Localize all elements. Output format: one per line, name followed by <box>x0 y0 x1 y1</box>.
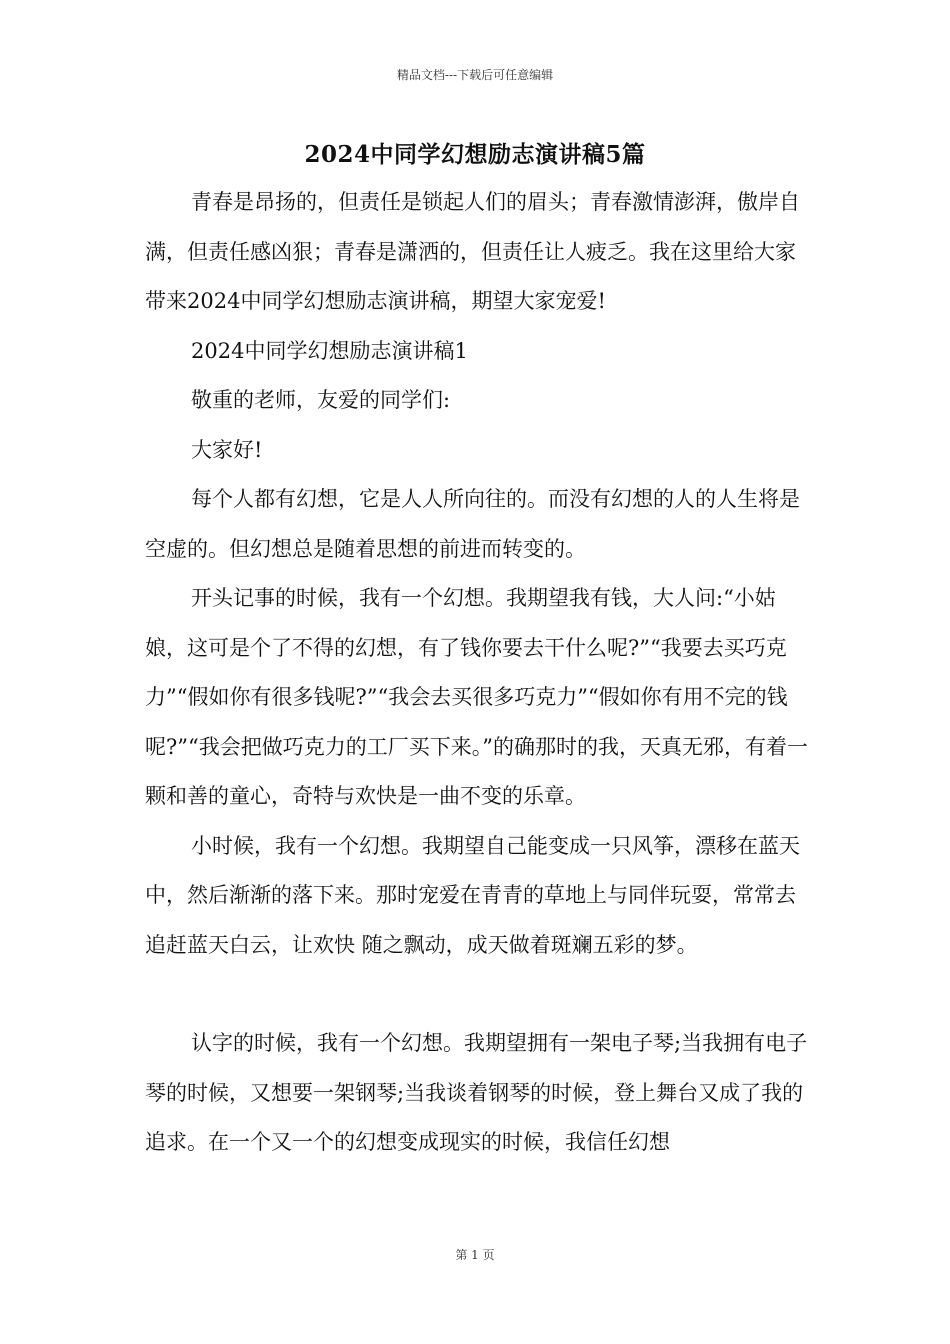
document-title: 2024中同学幻想励志演讲稿5篇 <box>304 141 646 168</box>
greeting: 大家好! <box>191 437 263 462</box>
body-paragraph: 每个人都有幻想，它是人人所向往的。而没有幻想的人的人生将是空虚的。但幻想总是随着思想的前进而转变的。 <box>145 487 800 561</box>
body-paragraph: 小时候，我有一个幻想。我期望自己能变成一只风筝，漂移在蓝天中，然后渐渐的落下来。那时宠爱在青青的草地上与同伴玩耍，常常去追赶蓝天白云，让欢快 随之飘动，成天做着斑斓五彩的梦。 <box>145 833 800 957</box>
intro-paragraph: 青春是昂扬的，但责任是锁起人们的眉头；青春激情澎湃，傲岸自满，但责任感凶狠；青春是潇洒的，但责任让人疲乏。我在这里给大家带来2024中同学幻想励志演讲稿，期望大家宠爱! <box>145 190 800 313</box>
page-number: 第 1 页 <box>455 1248 495 1262</box>
body-paragraph: 认字的时候，我有一个幻想。我期望拥有一架电子琴;当我拥有电子琴的时候，又想要一架钢琴;当我谈着钢琴的时候，登上舞台又成了我的追求。在一个又一个的幻想变成现实的时候，我信任幻想 <box>145 1031 808 1154</box>
page-header: 精品文档---下载后可任意编辑 <box>396 68 554 82</box>
speech-heading: 2024中同学幻想励志演讲稿1 <box>191 338 468 363</box>
salutation: 敬重的老师，友爱的同学们: <box>191 388 451 412</box>
document-body <box>145 178 811 1168</box>
body-paragraph: 开头记事的时候，我有一个幻想。我期望我有钱，大人问:“小姑娘，这可是个了不得的幻想，有了钱你要去干什么呢?”“我要去买巧克力”“假如你有很多钱呢?”“我会去买很多巧克力”“假如你有用不完的钱呢?”“我会把做巧克力的工厂买下来。”的确那时的我，天真无邪，有着一颗和善的童心，奇特与欢快是一曲不变的乐章。 <box>145 586 808 808</box>
